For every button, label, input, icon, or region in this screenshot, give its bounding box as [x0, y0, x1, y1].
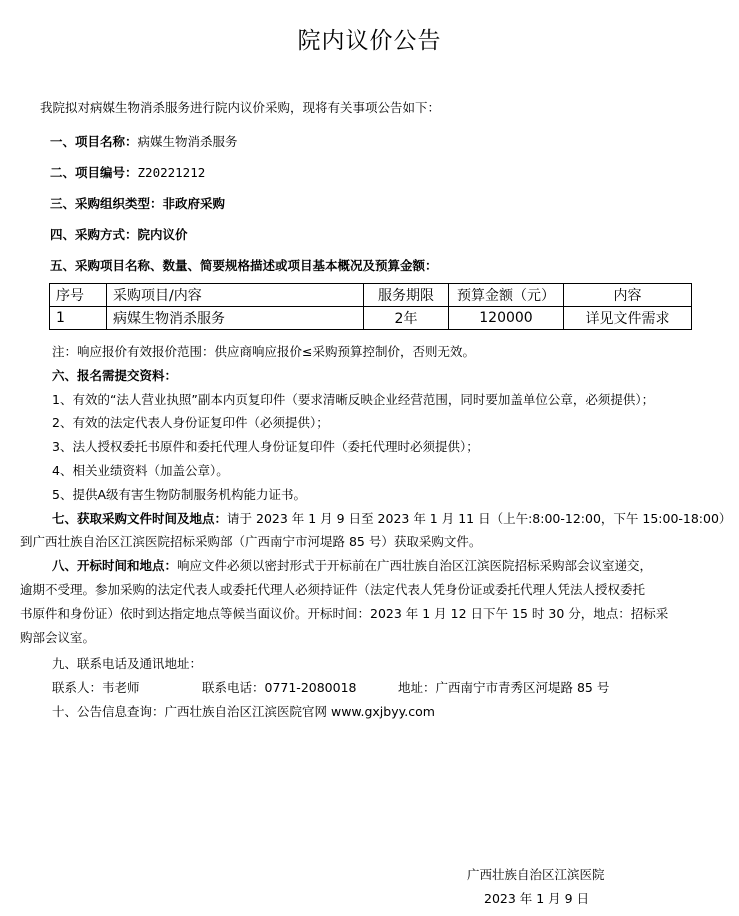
contact-person: 联系人：韦老师 — [52, 680, 140, 695]
section-contact: 九、联系电话及通讯地址： — [52, 656, 203, 671]
section-organization-type — [50, 194, 225, 212]
table-cell: 详见文件需求 — [564, 307, 692, 330]
section-value: 院内议价 — [137, 227, 188, 242]
footer-organization: 广西壮族自治区江滨医院 — [467, 867, 605, 882]
section-label: 七、获取采购文件时间及地点： — [52, 511, 228, 526]
section-value: 非政府采购 — [162, 196, 226, 211]
table-row — [50, 307, 692, 330]
section-label: 一、项目名称： — [50, 134, 138, 149]
page-title: 院内议价公告 — [297, 28, 442, 54]
table-header-cell: 采购项目/内容 — [107, 284, 364, 307]
table-header-cell: 内容 — [564, 284, 692, 307]
section-text: 响应文件必须以密封形式于开标前在广西壮族自治区江滨医院招标采购部会议室递交， — [177, 558, 653, 573]
contact-phone: 联系电话：0771-2080018 — [202, 680, 357, 695]
table-cell: 1 — [50, 307, 107, 330]
section-text-continued: 逾期不受理。参加采购的法定代表人或委托代理人必须持证件（法定代表人凭身份证或委托代理人凭法人授权委托 — [20, 582, 646, 597]
section-label: 二、项目编号： — [50, 165, 138, 180]
footer-date: 2023 年 1 月 9 日 — [484, 891, 590, 906]
section-bid-opening — [52, 556, 652, 574]
section-label: 三、采购组织类型： — [50, 196, 163, 211]
table-cell: 2年 — [364, 307, 449, 330]
section-project-name — [50, 132, 238, 150]
section-project-number — [50, 163, 205, 181]
table-header-cell: 服务期限 — [364, 284, 449, 307]
section-label: 八、开标时间和地点： — [52, 558, 178, 573]
list-item: 5、提供A级有害生物防制服务机构能力证书。 — [52, 487, 307, 502]
list-item: 1、有效的“法人营业执照”副本内页复印件（要求清晰反映企业经营范围，同时要加盖单位公章，必须提供）； — [52, 392, 655, 407]
section-value: 病媒生物消杀服务 — [137, 134, 238, 149]
section-text-continued: 到广西壮族自治区江滨医院招标采购部（广西南宁市河堤路 85 号）获取采购文件。 — [20, 534, 482, 549]
section-project-summary: 五、采购项目名称、数量、简要规格描述或项目基本概况及预算金额： — [50, 258, 438, 273]
section-value: Z20221212 — [137, 165, 206, 180]
section-text-continued: 书原件和身份证）依时到达指定地点等候当面议价。开标时间：2023 年 1 月 12 日下午 15 时 30 分，地点：招标采 — [20, 606, 669, 621]
price-note: 注：响应报价有效报价范围：供应商响应报价≤采购预算控制价，否则无效。 — [52, 344, 475, 359]
section-label: 四、采购方式： — [50, 227, 138, 242]
list-item: 4、相关业绩资料（加盖公章）。 — [52, 463, 229, 478]
procurement-table — [49, 283, 692, 330]
section-text-continued: 购部会议室。 — [20, 630, 96, 645]
contact-address: 地址：广西南宁市青秀区河堤路 85 号 — [398, 680, 610, 695]
list-item: 3、法人授权委托书原件和委托代理人身份证复印件（委托代理时必须提供）； — [52, 439, 479, 454]
section-text: 请于 2023 年 1 月 9 日至 2023 年 1 月 11 日（上午:8:00-12:00，下午 15:00-18:00） — [227, 511, 732, 526]
intro-text: 我院拟对病媒生物消杀服务进行院内议价采购，现将有关事项公告如下： — [40, 100, 441, 115]
section-procurement-method — [50, 225, 188, 243]
section-registration-materials: 六、报名需提交资料： — [52, 368, 178, 383]
table-header-row — [50, 284, 692, 307]
section-info-query: 十、公告信息查询：广西壮族自治区江滨医院官网 www.gxjbyy.com — [52, 704, 435, 719]
list-item: 2、有效的法定代表人身份证复印件（必须提供）； — [52, 415, 329, 430]
section-document-acquisition — [52, 509, 731, 527]
table-cell: 病媒生物消杀服务 — [107, 307, 364, 330]
table-header-cell: 预算金额（元） — [449, 284, 564, 307]
table-cell: 120000 — [449, 307, 564, 330]
table-header-cell: 序号 — [50, 284, 107, 307]
